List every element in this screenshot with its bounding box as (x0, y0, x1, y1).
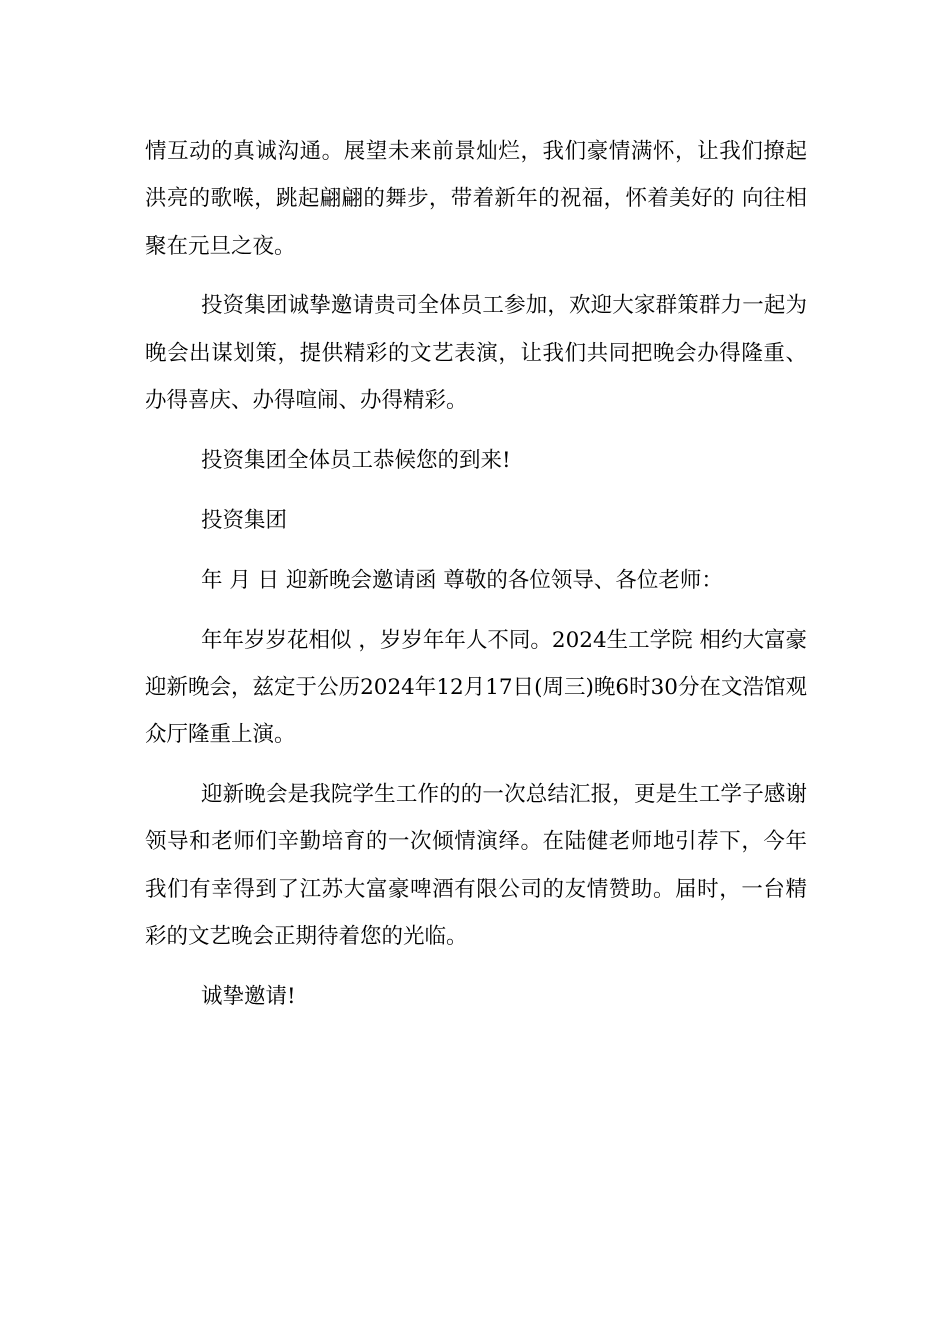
paragraph-signature: 投资集团 (201, 507, 288, 533)
paragraph-invitation: 投资集团诚挚邀请贵司全体员工参加，欢迎大家群策群力一起为晚会出谋划策，提供精彩的文艺表演，让我们共同把晚会办得隆重、办得喜庆、办得喧闹、办得精彩。 (145, 293, 807, 414)
paragraph-date-and-salutation: 年 月 日 迎新晚会邀请函 尊敬的各位领导、各位老师： (201, 567, 723, 593)
paragraph-awaiting: 投资集团全体员工恭候您的到来! (201, 447, 511, 473)
paragraph-closing: 诚挚邀请! (201, 983, 296, 1009)
document-body (145, 128, 807, 1033)
paragraph-continuation: 情互动的真诚沟通。展望未来前景灿烂，我们豪情满怀，让我们撩起洪亮的歌喉，跳起翩翩的舞步，带着新年的祝福，怀着美好的 向往相聚在元旦之夜。 (145, 139, 807, 259)
paragraph-event-description: 迎新晚会是我院学生工作的的一次总结汇报，更是生工学子感谢领导和老师们辛勤培育的一次倾情演绎。在陆健老师地引荐下，今年我们有幸得到了江苏大富豪啤酒有限公司的友情赞助。届时，一台精彩的文艺晚会正期待着您的光临。 (145, 782, 807, 950)
paragraph-event-announcement: 年年岁岁花相似 ，岁岁年年人不同。2024生工学院 相约大富豪 迎新晚会，兹定于公历2024年12月17日(周三)晚6时30分在文浩馆观众厅隆重上演。 (145, 627, 807, 748)
